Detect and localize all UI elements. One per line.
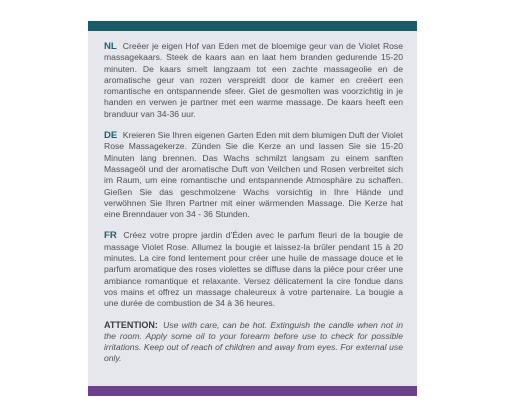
section-fr <box>104 230 403 309</box>
section-fr-text: Créez votre propre jardin d'Éden avec le parfum fleuri de la bougie de massage Violet Rose. Allumez la bougie et laissez-la brûler pendant 15 à 20 minutes. La cire fond lentement pour créer une huile de massage douce et le parfum aromatique des roses violettes se diffuse dans la pièce pour créer une ambiance romantique et relaxante. Versez délicatement la cire fondue dans vos mains et offrez un massage chaleureux à votre partenaire. La bougie a une durée de combustion de 34 à 36 heures. <box>104 230 404 309</box>
section-de-text: Kreieren Sie Ihren eigenen Garten Eden mit dem blumigen Duft der Violet Rose Massagekerze. Zünden Sie die Kerze an und lassen Sie sie 15-20 Minuten lang brennen. Das Wachs schmilzt langsam zu einem sanften Massageöl und der aromatische Duft von Veilchen und Rosen verbreitet sich im Raum, um eine romantische und entspannende Atmosphäre zu schaffen. Gießen Sie das geschmolzene Wachs vorsichtig in Ihre Hände und verwöhnen Sie Ihren Partner mit einer wärmenden Massage. Die Kerze hat eine Brenndauer von 34 - 36 Stunden. <box>104 130 403 220</box>
label-content <box>104 41 403 375</box>
attention-text: Use with care, can be hot. Extinguish the candle when not in the room. Apply some oil to your forearm before use to check for possible irritations. Keep out of reach of children and away from eyes. For external use only. <box>104 319 403 364</box>
label-panel <box>88 21 417 396</box>
attention-label: ATTENTION: <box>104 319 158 330</box>
section-nl-text: Creëer je eigen Hof van Eden met de bloemige geur van de Violet Rose massagekaars. Steek de kaars aan en laat hem branden gedurende 15-20 minuten. De kaars smelt langzaam tot een zachte massageolie en de aromatische geur van rozen verspreidt door de kamer en creëert een romantische en ontspannende sfeer. Giet de gesmolten was voorzichtig in je handen en verwen je partner met een warme massage. De kaars heeft een branduur van 34-36 uur. <box>104 41 404 119</box>
lang-code-fr: FR <box>104 230 117 242</box>
lang-code-nl: NL <box>104 41 117 52</box>
section-nl <box>104 41 403 120</box>
lang-code-de: DE <box>104 130 118 142</box>
top-color-bar <box>88 21 417 31</box>
attention-section <box>104 320 403 365</box>
bottom-color-bar <box>88 386 417 396</box>
section-de <box>104 130 403 220</box>
